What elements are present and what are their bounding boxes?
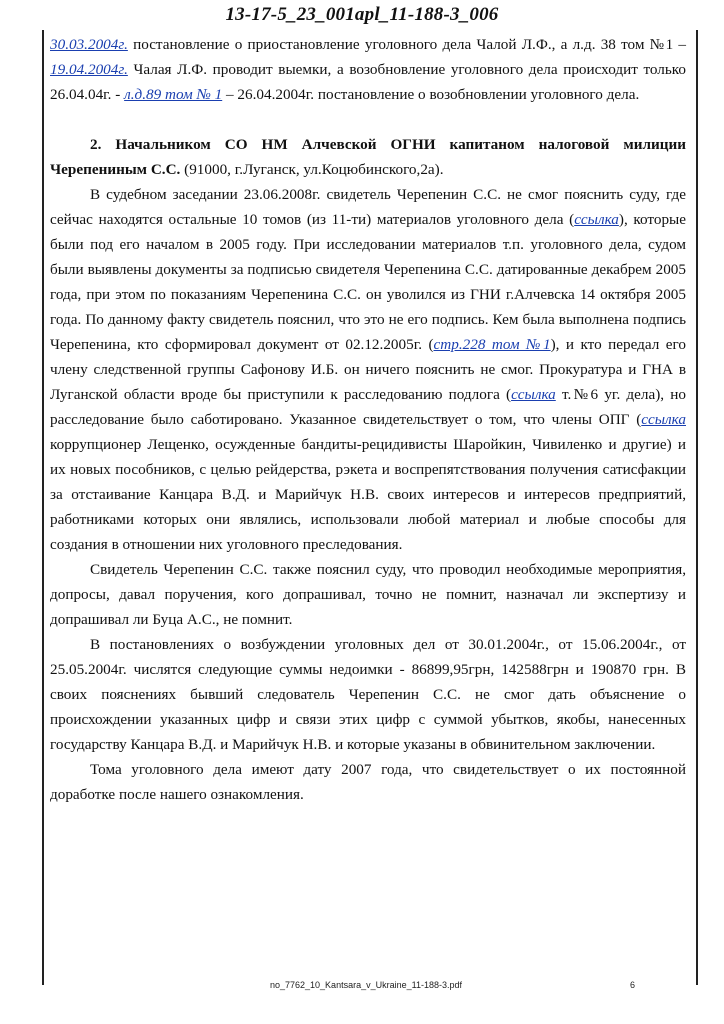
paragraph-3	[50, 182, 686, 557]
paragraph-1	[50, 32, 686, 107]
paragraph-3-text-d: т.№6 уг. дела), но расследование было саботировано. Указанное свидетельствует о том, что члены ОПГ (	[50, 386, 686, 428]
paragraph-5: В постановлениях о возбуждении уголовных дел от 30.01.2004г., от 15.06.2004г., от 25.05.2004г. числятся следующие суммы недоимки - 86899,95грн, 142588грн и 190870 грн. В своих пояснениях бывший следователь Черепенин С.С. не смог дать объяснение о происхождении указанных цифр и связи этих цифр с суммой убытков, якобы, нанесенных государству Канцара В.Д. и Марийчук Н.В. и которые указаны в обвинительном заключении.	[50, 636, 686, 753]
footer-filename: no_7762_10_Kantsara_v_Ukraine_11-188-3.pdf	[270, 980, 462, 990]
document-body	[50, 32, 686, 807]
section-heading-bold: 2. Начальником СО НМ Алчевской ОГНИ капитаном налоговой милиции Черепениным С.С.	[50, 136, 686, 178]
paragraph-1-text-b: Чалая Л.Ф. проводит выемки, а возобновление уголовного дела происходит только 26.04.04г. -	[50, 61, 686, 103]
document-header: 13-17-5_23_001apl_11-188-3_006	[225, 4, 499, 25]
date-link-1[interactable]: 30.03.2004г.	[50, 36, 128, 53]
paragraph-3-text-e: коррупционер Лещенко, осужденные бандиты-рецидивисты Шаройкин, Чивиленко и другие) и их новых пособников, с целью рейдерства, рэкета и воспрепятствования получения сатисфакции за отстаивание Канцара В.Д. и Марийчук Н.В. своих интересов и интересов предприятий, работниками которых они являлись, использовали любой материал и любые способы для создания в отношении них уголовного преследования.	[50, 436, 686, 553]
case-file-link[interactable]: л.д.89 том № 1	[124, 86, 223, 103]
paragraph-3-text-c: ), и кто передал его члену следственной группы Сафонову И.Б. он ничего пояснить не смог. Прокуратура и ГНА в Луганской области вроде бы приступили к расследованию подлога (	[50, 336, 686, 403]
reference-link-2[interactable]: ссылка	[511, 386, 556, 403]
paragraph-3-text-b: ), которые были под его началом в 2005 году. При исследовании материалов т.п. уголовного дела, судом были выявлены документы за подписью свидетеля Черепенина С.С. датированные декабрем 2005 года, при этом по показаниям Черепенина С.С. он уволился из ГНИ г.Алчевска 14 октября 2005 года. По данному факту свидетель пояснил, что это не его подпись. Кем была выполнена подпись Черепенина, кто сформировал документ от 02.12.2005г. (	[50, 211, 686, 353]
paragraph-4: Свидетель Черепенин С.С. также пояснил суду, что проводил необходимые мероприятия, допросы, давал поручения, кого допрашивал, точно не помнит, назначал ли экспертизу и допрашивал ли Буца А.С., не помнит.	[50, 561, 686, 628]
date-link-2[interactable]: 19.04.2004г.	[50, 61, 128, 78]
paragraph-6: Тома уголовного дела имеют дату 2007 года, что свидетельствует о их постоянной доработке после нашего ознакомления.	[50, 761, 686, 803]
paragraph-1-text-c: – 26.04.2004г. постановление о возобновлении уголовного дела.	[222, 86, 640, 103]
section-heading	[50, 132, 686, 182]
page-number: 6	[630, 980, 636, 990]
page-reference-link[interactable]: стр.228 том №1	[433, 336, 551, 353]
paragraph-spacer	[50, 107, 686, 132]
paragraph-1-text-a: постановление о приостановление уголовного дела Чалой Л.Ф., а л.д. 38 том №1 –	[127, 36, 686, 53]
right-margin-line	[696, 30, 698, 985]
paragraph-3-text-a: В судебном заседании 23.06.2008г. свидетель Черепенин С.С. не смог пояснить суду, где сейчас находятся остальные 10 томов (из 11-ти) материалов уголовного дела (	[50, 186, 686, 228]
reference-link-3[interactable]: ссылка	[641, 411, 686, 428]
left-margin-line	[42, 30, 44, 985]
section-heading-address: (91000, г.Луганск, ул.Коцюбинского,2а).	[180, 161, 444, 178]
reference-link-1[interactable]: ссылка	[574, 211, 619, 228]
